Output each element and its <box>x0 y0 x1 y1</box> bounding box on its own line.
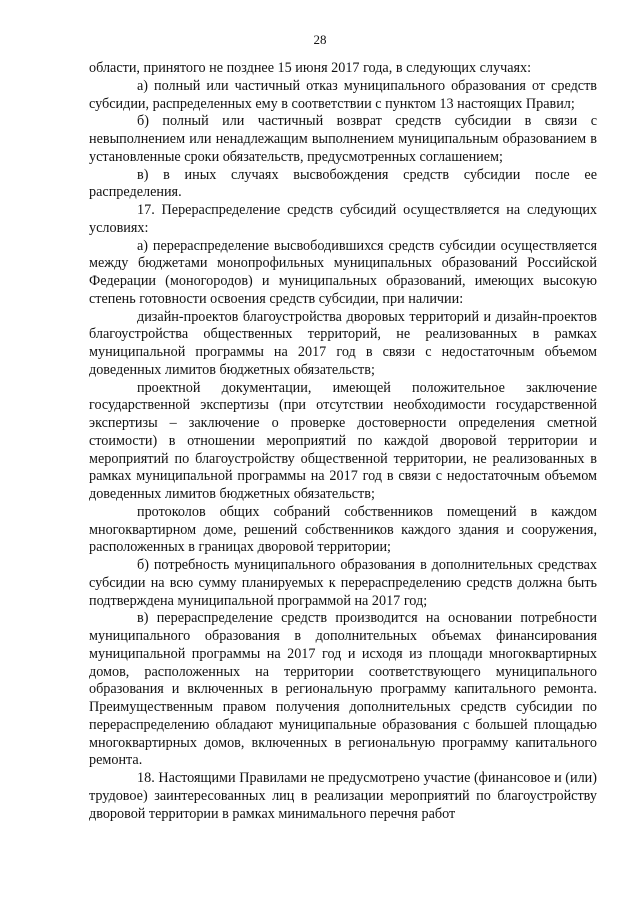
paragraph: а) перераспределение высвободившихся средств субсидии осуществляется между бюджетами монопрофильных муниципальных образований Российской Федерации (моногородов) и муниципальных образований, имеющих высокую степень готовности освоения средств субсидии, при наличии: <box>89 237 597 307</box>
paragraph: б) полный или частичный возврат средств субсидии в связи с невыполнением или ненадлежащим выполнением муниципальным образованием в установленные сроки обязательств, предусмотренных соглашением; <box>89 113 597 165</box>
paragraph: области, принятого не позднее 15 июня 2017 года, в следующих случаях: <box>89 60 532 76</box>
paragraph: 18. Настоящими Правилами не предусмотрено участие (финансовое и (или) трудовое) заинтересованных лиц в реализации мероприятий по благоустройству дворовой территории в рамках минимального перечня работ <box>89 770 597 822</box>
paragraph: проектной документации, имеющей положительное заключение государственной экспертизы (при отсутствии необходимости государственной экспертизы – заключение о проверке достоверности определения сметной стоимости) в отношении мероприятий по каждой дворовой территории и мероприятий по благоустройству общественной территории, не реализованных в рамках муниципальной программы на 2017 год в связи с недостаточным объемом доведенных лимитов бюджетных обязательств; <box>89 379 597 502</box>
paragraph: в) в иных случаях высвобождения средств субсидии после ее распределения. <box>89 166 597 201</box>
document-body <box>89 60 597 823</box>
paragraph: в) перераспределение средств производится на основании потребности муниципального образования в дополнительных объемах финансирования муниципальной программы на 2017 год и исходя из площади многоквартирных домов, расположенных на территории соответствующего муниципального образования и включенных в региональную программу капитального ремонта. Преимущественным правом получения дополнительных средств субсидии по перераспределению обладают муниципальные образования с большей площадью многоквартирных домов, включенных в региональную программу капитального ремонта. <box>89 610 597 769</box>
paragraph: дизайн-проектов благоустройства дворовых территорий и дизайн-проектов благоустройства общественных территорий, не реализованных в рамках муниципальной программы на 2017 год в связи с недостаточным объемом доведенных лимитов бюджетных обязательств; <box>89 308 597 378</box>
paragraph: а) полный или частичный отказ муниципального образования от средств субсидии, распределенных ему в соответствии с пунктом 13 настоящих Правил; <box>89 77 597 112</box>
paragraph: б) потребность муниципального образования в дополнительных средствах субсидии на всю сумму планируемых к перераспределению средств должна быть подтверждена муниципальной программой на 2017 год; <box>89 557 597 609</box>
paragraph: протоколов общих собраний собственников помещений в каждом многоквартирном доме, решений собственников каждого здания и сооружения, расположенных в границах дворовой территории; <box>89 503 597 556</box>
page-number: 28 <box>313 32 327 47</box>
paragraph: 17. Перераспределение средств субсидий осуществляется на следующих условиях: <box>89 202 597 236</box>
